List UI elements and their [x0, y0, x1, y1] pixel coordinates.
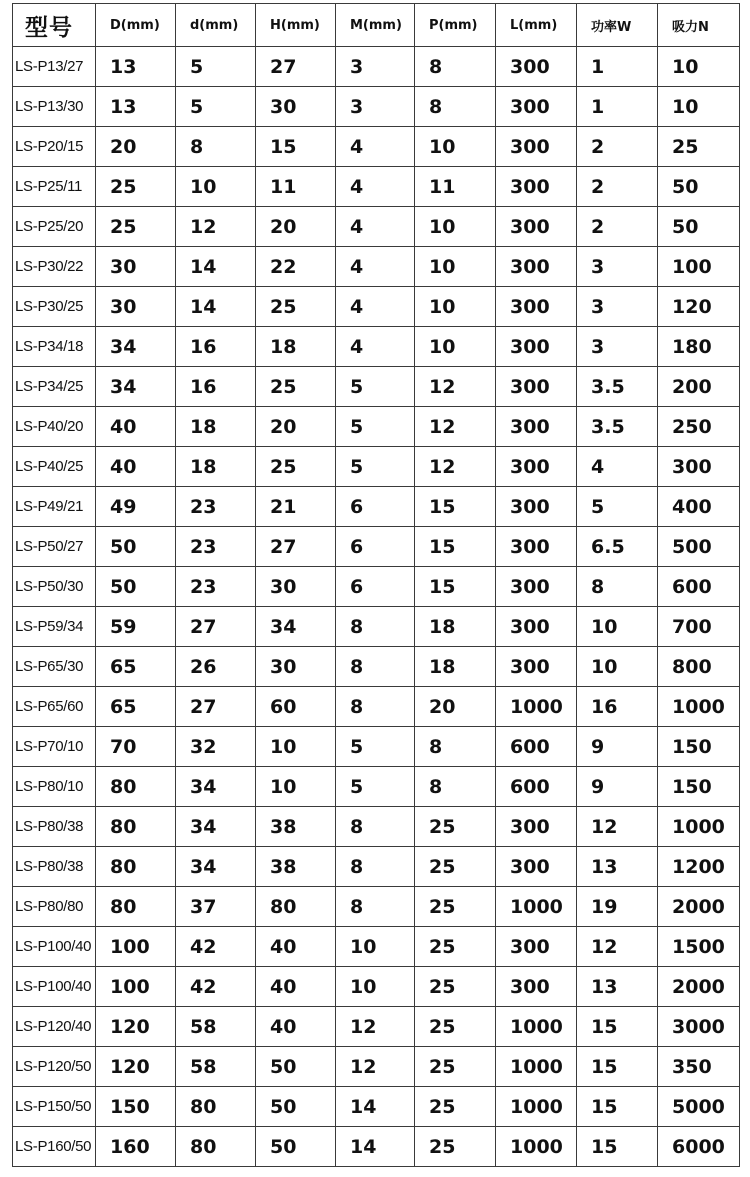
cell-thread: 5	[336, 767, 415, 807]
cell-lead-length: 300	[496, 47, 577, 87]
table-row	[13, 1127, 740, 1167]
cell-thread: 6	[336, 527, 415, 567]
cell-thread: 4	[336, 287, 415, 327]
cell-holding-force: 150	[658, 727, 740, 767]
cell-holding-force: 300	[658, 447, 740, 487]
cell-power: 1	[577, 87, 658, 127]
cell-power: 10	[577, 647, 658, 687]
cell-inner-diameter: 14	[176, 287, 256, 327]
spec-table	[12, 3, 740, 1167]
cell-pitch: 10	[415, 127, 496, 167]
cell-model: LS-P160/50	[13, 1127, 96, 1167]
cell-thread: 5	[336, 727, 415, 767]
table-row	[13, 127, 740, 167]
cell-height: 25	[256, 447, 336, 487]
cell-lead-length: 300	[496, 567, 577, 607]
cell-holding-force: 500	[658, 527, 740, 567]
header-outer-diameter: D(mm)	[96, 4, 176, 47]
cell-inner-diameter: 18	[176, 407, 256, 447]
cell-pitch: 11	[415, 167, 496, 207]
cell-holding-force: 1000	[658, 807, 740, 847]
cell-outer-diameter: 65	[96, 687, 176, 727]
table-row	[13, 87, 740, 127]
cell-outer-diameter: 120	[96, 1007, 176, 1047]
table-row	[13, 647, 740, 687]
cell-height: 40	[256, 927, 336, 967]
cell-holding-force: 1000	[658, 687, 740, 727]
cell-lead-length: 1000	[496, 687, 577, 727]
cell-model: LS-P65/30	[13, 647, 96, 687]
cell-outer-diameter: 150	[96, 1087, 176, 1127]
cell-pitch: 10	[415, 287, 496, 327]
cell-outer-diameter: 30	[96, 247, 176, 287]
table-row	[13, 807, 740, 847]
cell-model: LS-P34/18	[13, 327, 96, 367]
cell-holding-force: 700	[658, 607, 740, 647]
cell-pitch: 25	[415, 847, 496, 887]
cell-model: LS-P59/34	[13, 607, 96, 647]
cell-lead-length: 300	[496, 207, 577, 247]
cell-inner-diameter: 80	[176, 1087, 256, 1127]
cell-model: LS-P50/27	[13, 527, 96, 567]
cell-inner-diameter: 26	[176, 647, 256, 687]
cell-pitch: 8	[415, 87, 496, 127]
cell-height: 25	[256, 287, 336, 327]
table-row	[13, 607, 740, 647]
cell-power: 3.5	[577, 407, 658, 447]
cell-height: 40	[256, 1007, 336, 1047]
cell-pitch: 25	[415, 1127, 496, 1167]
cell-pitch: 12	[415, 447, 496, 487]
cell-power: 1	[577, 47, 658, 87]
cell-height: 38	[256, 847, 336, 887]
cell-power: 5	[577, 487, 658, 527]
cell-model: LS-P80/10	[13, 767, 96, 807]
table-row	[13, 727, 740, 767]
cell-thread: 10	[336, 927, 415, 967]
cell-holding-force: 120	[658, 287, 740, 327]
cell-power: 2	[577, 127, 658, 167]
cell-outer-diameter: 70	[96, 727, 176, 767]
cell-model: LS-P100/40	[13, 967, 96, 1007]
header-thread: M(mm)	[336, 4, 415, 47]
table-row	[13, 567, 740, 607]
table-row	[13, 1047, 740, 1087]
cell-height: 21	[256, 487, 336, 527]
cell-holding-force: 100	[658, 247, 740, 287]
table-row	[13, 767, 740, 807]
cell-height: 27	[256, 47, 336, 87]
cell-holding-force: 1200	[658, 847, 740, 887]
cell-holding-force: 6000	[658, 1127, 740, 1167]
cell-thread: 6	[336, 487, 415, 527]
cell-power: 13	[577, 847, 658, 887]
cell-inner-diameter: 27	[176, 687, 256, 727]
cell-power: 4	[577, 447, 658, 487]
cell-pitch: 25	[415, 887, 496, 927]
cell-inner-diameter: 42	[176, 967, 256, 1007]
table-row	[13, 207, 740, 247]
cell-height: 50	[256, 1087, 336, 1127]
cell-pitch: 8	[415, 47, 496, 87]
cell-model: LS-P50/30	[13, 567, 96, 607]
cell-outer-diameter: 30	[96, 287, 176, 327]
cell-power: 3	[577, 247, 658, 287]
table-row	[13, 167, 740, 207]
cell-holding-force: 250	[658, 407, 740, 447]
cell-lead-length: 1000	[496, 1087, 577, 1127]
cell-outer-diameter: 160	[96, 1127, 176, 1167]
cell-height: 20	[256, 207, 336, 247]
cell-power: 19	[577, 887, 658, 927]
cell-height: 30	[256, 647, 336, 687]
cell-inner-diameter: 58	[176, 1047, 256, 1087]
cell-height: 34	[256, 607, 336, 647]
cell-power: 15	[577, 1007, 658, 1047]
cell-lead-length: 300	[496, 287, 577, 327]
table-row	[13, 1087, 740, 1127]
cell-outer-diameter: 120	[96, 1047, 176, 1087]
cell-lead-length: 300	[496, 847, 577, 887]
table-row	[13, 447, 740, 487]
cell-thread: 8	[336, 607, 415, 647]
cell-lead-length: 300	[496, 807, 577, 847]
table-row	[13, 927, 740, 967]
cell-outer-diameter: 59	[96, 607, 176, 647]
cell-model: LS-P49/21	[13, 487, 96, 527]
cell-power: 6.5	[577, 527, 658, 567]
cell-pitch: 25	[415, 807, 496, 847]
cell-height: 11	[256, 167, 336, 207]
table-row	[13, 687, 740, 727]
cell-pitch: 15	[415, 527, 496, 567]
cell-thread: 6	[336, 567, 415, 607]
table-row	[13, 967, 740, 1007]
cell-inner-diameter: 58	[176, 1007, 256, 1047]
cell-lead-length: 300	[496, 167, 577, 207]
header-inner-diameter: d(mm)	[176, 4, 256, 47]
cell-outer-diameter: 100	[96, 927, 176, 967]
cell-inner-diameter: 5	[176, 47, 256, 87]
cell-outer-diameter: 34	[96, 327, 176, 367]
cell-model: LS-P34/25	[13, 367, 96, 407]
cell-outer-diameter: 100	[96, 967, 176, 1007]
cell-model: LS-P120/50	[13, 1047, 96, 1087]
cell-lead-length: 1000	[496, 1127, 577, 1167]
cell-lead-length: 300	[496, 647, 577, 687]
cell-model: LS-P100/40	[13, 927, 96, 967]
cell-lead-length: 300	[496, 447, 577, 487]
cell-height: 40	[256, 967, 336, 1007]
cell-height: 10	[256, 767, 336, 807]
cell-inner-diameter: 27	[176, 607, 256, 647]
cell-power: 2	[577, 207, 658, 247]
cell-inner-diameter: 42	[176, 927, 256, 967]
table-row	[13, 407, 740, 447]
cell-thread: 4	[336, 247, 415, 287]
cell-pitch: 25	[415, 1007, 496, 1047]
cell-inner-diameter: 23	[176, 527, 256, 567]
cell-lead-length: 300	[496, 487, 577, 527]
cell-pitch: 18	[415, 607, 496, 647]
cell-height: 30	[256, 567, 336, 607]
cell-holding-force: 200	[658, 367, 740, 407]
cell-model: LS-P80/80	[13, 887, 96, 927]
table-row	[13, 47, 740, 87]
cell-height: 60	[256, 687, 336, 727]
cell-thread: 3	[336, 87, 415, 127]
cell-outer-diameter: 13	[96, 87, 176, 127]
cell-pitch: 12	[415, 407, 496, 447]
cell-holding-force: 50	[658, 167, 740, 207]
cell-thread: 4	[336, 327, 415, 367]
cell-outer-diameter: 34	[96, 367, 176, 407]
cell-height: 22	[256, 247, 336, 287]
cell-inner-diameter: 80	[176, 1127, 256, 1167]
cell-power: 9	[577, 767, 658, 807]
cell-model: LS-P13/27	[13, 47, 96, 87]
cell-height: 20	[256, 407, 336, 447]
cell-thread: 12	[336, 1047, 415, 1087]
cell-pitch: 10	[415, 327, 496, 367]
header-pitch: P(mm)	[415, 4, 496, 47]
cell-thread: 14	[336, 1087, 415, 1127]
cell-outer-diameter: 50	[96, 527, 176, 567]
cell-lead-length: 1000	[496, 887, 577, 927]
cell-power: 13	[577, 967, 658, 1007]
cell-lead-length: 300	[496, 927, 577, 967]
cell-model: LS-P13/30	[13, 87, 96, 127]
table-row	[13, 247, 740, 287]
cell-height: 80	[256, 887, 336, 927]
cell-model: LS-P150/50	[13, 1087, 96, 1127]
cell-outer-diameter: 80	[96, 847, 176, 887]
cell-height: 25	[256, 367, 336, 407]
table-row	[13, 1007, 740, 1047]
cell-lead-length: 300	[496, 967, 577, 1007]
header-model: 型号	[13, 4, 96, 47]
cell-height: 18	[256, 327, 336, 367]
cell-lead-length: 300	[496, 327, 577, 367]
cell-model: LS-P25/20	[13, 207, 96, 247]
cell-thread: 8	[336, 647, 415, 687]
cell-lead-length: 1000	[496, 1007, 577, 1047]
cell-model: LS-P65/60	[13, 687, 96, 727]
cell-pitch: 12	[415, 367, 496, 407]
cell-power: 15	[577, 1127, 658, 1167]
cell-lead-length: 600	[496, 727, 577, 767]
cell-inner-diameter: 16	[176, 367, 256, 407]
cell-pitch: 25	[415, 967, 496, 1007]
cell-holding-force: 400	[658, 487, 740, 527]
cell-power: 9	[577, 727, 658, 767]
table-row	[13, 487, 740, 527]
cell-model: LS-P120/40	[13, 1007, 96, 1047]
cell-height: 10	[256, 727, 336, 767]
cell-inner-diameter: 32	[176, 727, 256, 767]
cell-pitch: 20	[415, 687, 496, 727]
cell-model: LS-P40/20	[13, 407, 96, 447]
cell-power: 12	[577, 927, 658, 967]
cell-thread: 8	[336, 887, 415, 927]
cell-inner-diameter: 18	[176, 447, 256, 487]
cell-model: LS-P70/10	[13, 727, 96, 767]
cell-inner-diameter: 12	[176, 207, 256, 247]
cell-holding-force: 180	[658, 327, 740, 367]
cell-model: LS-P25/11	[13, 167, 96, 207]
cell-outer-diameter: 25	[96, 207, 176, 247]
table-row	[13, 887, 740, 927]
cell-power: 10	[577, 607, 658, 647]
cell-inner-diameter: 14	[176, 247, 256, 287]
cell-model: LS-P80/38	[13, 807, 96, 847]
cell-thread: 5	[336, 407, 415, 447]
cell-thread: 14	[336, 1127, 415, 1167]
cell-height: 50	[256, 1047, 336, 1087]
cell-pitch: 8	[415, 767, 496, 807]
cell-holding-force: 2000	[658, 887, 740, 927]
cell-thread: 8	[336, 807, 415, 847]
cell-pitch: 15	[415, 567, 496, 607]
cell-inner-diameter: 34	[176, 847, 256, 887]
cell-lead-length: 300	[496, 407, 577, 447]
cell-lead-length: 1000	[496, 1047, 577, 1087]
table-row	[13, 527, 740, 567]
header-height: H(mm)	[256, 4, 336, 47]
header-power: 功率W	[577, 4, 658, 47]
cell-inner-diameter: 23	[176, 567, 256, 607]
cell-outer-diameter: 49	[96, 487, 176, 527]
cell-power: 16	[577, 687, 658, 727]
cell-inner-diameter: 34	[176, 807, 256, 847]
cell-thread: 12	[336, 1007, 415, 1047]
cell-inner-diameter: 37	[176, 887, 256, 927]
cell-holding-force: 50	[658, 207, 740, 247]
cell-holding-force: 2000	[658, 967, 740, 1007]
cell-thread: 5	[336, 447, 415, 487]
cell-outer-diameter: 20	[96, 127, 176, 167]
cell-lead-length: 300	[496, 87, 577, 127]
cell-power: 12	[577, 807, 658, 847]
cell-inner-diameter: 34	[176, 767, 256, 807]
cell-height: 15	[256, 127, 336, 167]
header-lead-length: L(mm)	[496, 4, 577, 47]
cell-model: LS-P20/15	[13, 127, 96, 167]
cell-power: 2	[577, 167, 658, 207]
cell-inner-diameter: 5	[176, 87, 256, 127]
cell-holding-force: 150	[658, 767, 740, 807]
cell-outer-diameter: 40	[96, 407, 176, 447]
cell-model: LS-P80/38	[13, 847, 96, 887]
cell-lead-length: 300	[496, 127, 577, 167]
cell-power: 3	[577, 327, 658, 367]
cell-thread: 3	[336, 47, 415, 87]
cell-lead-length: 600	[496, 767, 577, 807]
cell-lead-length: 300	[496, 247, 577, 287]
cell-pitch: 8	[415, 727, 496, 767]
table-header	[13, 4, 740, 47]
cell-thread: 4	[336, 207, 415, 247]
cell-thread: 10	[336, 967, 415, 1007]
cell-height: 27	[256, 527, 336, 567]
cell-holding-force: 25	[658, 127, 740, 167]
cell-outer-diameter: 13	[96, 47, 176, 87]
cell-holding-force: 800	[658, 647, 740, 687]
cell-pitch: 25	[415, 1047, 496, 1087]
table-body	[13, 47, 740, 1167]
cell-thread: 5	[336, 367, 415, 407]
cell-model: LS-P30/22	[13, 247, 96, 287]
cell-thread: 8	[336, 687, 415, 727]
cell-outer-diameter: 80	[96, 767, 176, 807]
cell-outer-diameter: 80	[96, 807, 176, 847]
cell-holding-force: 3000	[658, 1007, 740, 1047]
cell-outer-diameter: 25	[96, 167, 176, 207]
cell-lead-length: 300	[496, 367, 577, 407]
header-holding-force: 吸力N	[658, 4, 740, 47]
cell-inner-diameter: 16	[176, 327, 256, 367]
cell-inner-diameter: 23	[176, 487, 256, 527]
cell-height: 30	[256, 87, 336, 127]
cell-holding-force: 1500	[658, 927, 740, 967]
cell-inner-diameter: 10	[176, 167, 256, 207]
cell-power: 3.5	[577, 367, 658, 407]
cell-lead-length: 300	[496, 607, 577, 647]
table-row	[13, 367, 740, 407]
cell-holding-force: 350	[658, 1047, 740, 1087]
cell-power: 15	[577, 1087, 658, 1127]
table-row	[13, 287, 740, 327]
cell-pitch: 15	[415, 487, 496, 527]
cell-power: 8	[577, 567, 658, 607]
cell-model: LS-P30/25	[13, 287, 96, 327]
cell-thread: 4	[336, 127, 415, 167]
cell-lead-length: 300	[496, 527, 577, 567]
cell-holding-force: 10	[658, 87, 740, 127]
cell-thread: 8	[336, 847, 415, 887]
cell-model: LS-P40/25	[13, 447, 96, 487]
cell-outer-diameter: 50	[96, 567, 176, 607]
cell-outer-diameter: 65	[96, 647, 176, 687]
cell-power: 3	[577, 287, 658, 327]
cell-holding-force: 600	[658, 567, 740, 607]
cell-height: 50	[256, 1127, 336, 1167]
cell-pitch: 10	[415, 247, 496, 287]
cell-height: 38	[256, 807, 336, 847]
table-row	[13, 847, 740, 887]
cell-pitch: 25	[415, 927, 496, 967]
cell-pitch: 25	[415, 1087, 496, 1127]
cell-thread: 4	[336, 167, 415, 207]
cell-outer-diameter: 80	[96, 887, 176, 927]
cell-pitch: 10	[415, 207, 496, 247]
cell-power: 15	[577, 1047, 658, 1087]
table-row	[13, 327, 740, 367]
cell-holding-force: 10	[658, 47, 740, 87]
cell-pitch: 18	[415, 647, 496, 687]
cell-inner-diameter: 8	[176, 127, 256, 167]
cell-outer-diameter: 40	[96, 447, 176, 487]
cell-holding-force: 5000	[658, 1087, 740, 1127]
header-row	[13, 4, 740, 47]
